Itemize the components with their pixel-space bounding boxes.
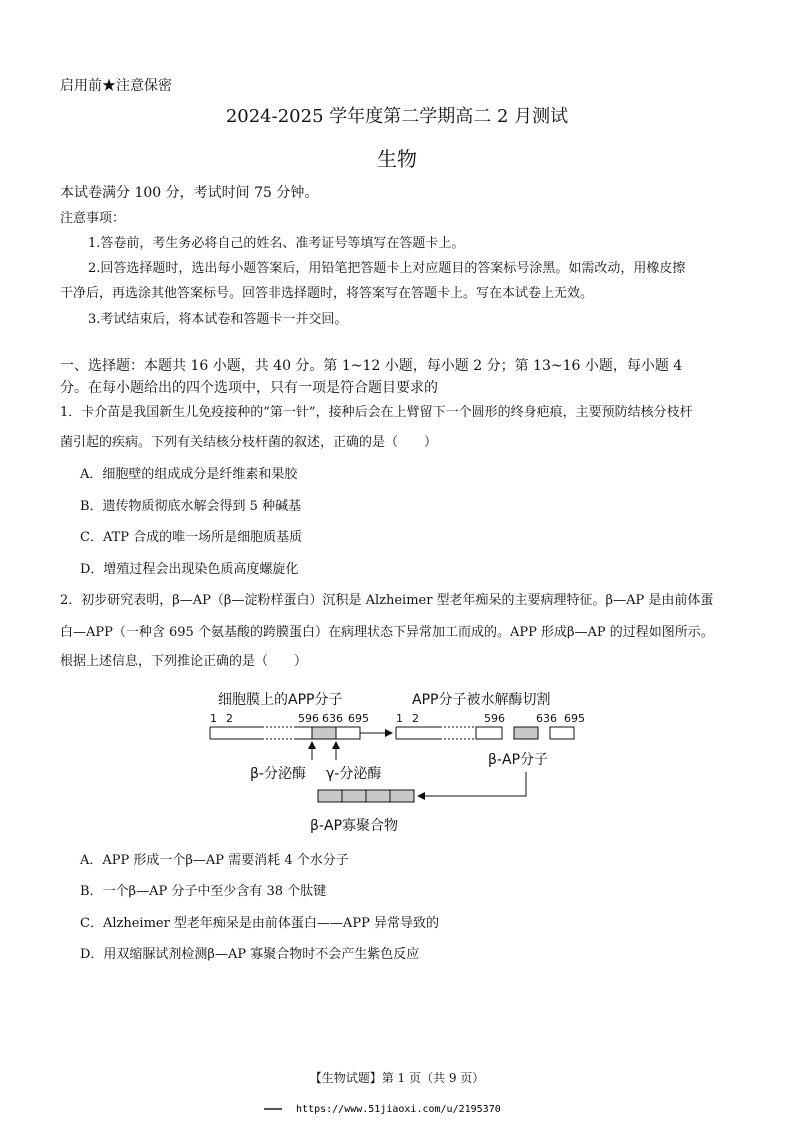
right-fragment-n xyxy=(396,727,502,739)
q1-option-a: A．细胞壁的组成成分是纤维素和果胶 xyxy=(80,467,298,482)
app-cleavage-diagram xyxy=(200,682,600,838)
section-heading-line1: 一、选择题：本题共 16 小题，共 40 分。第 1~12 小题，每小题 2 分；第 13~16 小题，每小题 4 xyxy=(60,358,683,374)
q2-stem-line3: 根据上述信息，下列推论正确的是（ ） xyxy=(60,654,308,669)
beta-ap-molecule-label: β-AP分子 xyxy=(488,752,549,768)
right-num-1: 1 xyxy=(396,712,403,725)
note-3: 3.考试结束后，将本试卷和答题卡一并交回。 xyxy=(88,312,348,327)
right-fragment-c xyxy=(550,727,574,739)
right-num-2: 2 xyxy=(412,712,419,725)
right-num-636: 636 xyxy=(536,712,557,725)
confidential-label: 启用前★注意保密 xyxy=(60,78,172,94)
right-num-596: 596 xyxy=(484,712,505,725)
q2-option-d: D．用双缩脲试剂检测β—AP 寡聚合物时不会产生紫色反应 xyxy=(80,947,420,962)
exam-title: 2024-2025 学年度第二学期高二 2 月测试 xyxy=(225,106,569,127)
score-info: 本试卷满分 100 分，考试时间 75 分钟。 xyxy=(60,185,319,201)
q1-option-c: C．ATP 合成的唯一场所是细胞质基质 xyxy=(80,530,303,545)
subject-title: 生物 xyxy=(377,147,417,171)
beta-enzyme-label: β-分泌酶 xyxy=(250,766,306,782)
q1-option-d: D．增殖过程会出现染色质高度螺旋化 xyxy=(80,562,299,577)
footer-url[interactable]: https://www.51jiaoxi.com/u/2195370 xyxy=(296,1104,501,1115)
left-diagram-title: 细胞膜上的APP分子 xyxy=(218,692,343,708)
left-num-695: 695 xyxy=(348,712,369,725)
left-num-596: 596 xyxy=(298,712,319,725)
q1-option-b: B．遗传物质彻底水解会得到 5 种碱基 xyxy=(80,499,302,514)
gamma-enzyme-label: γ-分泌酶 xyxy=(326,766,382,782)
page-footer: 【生物试题】第 1 页（共 9 页） xyxy=(309,1071,485,1085)
footer-url-row xyxy=(264,1104,501,1115)
q1-stem-line1: 1．卡介苗是我国新生儿免疫接种的“第一针”，接种后会在上臂留下一个圆形的终身疤痕，主要预防结核分枝杆 xyxy=(60,405,693,420)
q2-stem-line2: 白—APP（一种含 695 个氨基酸的跨膜蛋白）在病理状态下异常加工而成的。APP 形成β—AP 的过程如图所示。 xyxy=(60,625,714,640)
right-num-695: 695 xyxy=(564,712,585,725)
right-beta-ap-fragment xyxy=(514,727,538,739)
note-1: 1.答卷前，考生务必将自己的姓名、准考证号等填写在答题卡上。 xyxy=(88,236,465,251)
q2-stem-line1: 2．初步研究表明，β—AP（β—淀粉样蛋白）沉积是 Alzheimer 型老年痴呆的主要病理特征。β—AP 是由前体蛋 xyxy=(60,593,714,608)
section-heading-line2: 分。在每小题给出的四个选项中，只有一项是符合题目要求的 xyxy=(60,380,438,396)
q2-option-b: B．一个β—AP 分子中至少含有 38 个肽键 xyxy=(80,884,327,899)
beta-ap-oligomer xyxy=(318,790,414,802)
q1-stem-line2: 菌引起的疾病。下列有关结核分枝杆菌的叙述，正确的是（ ） xyxy=(60,435,438,450)
note-2: 2.回答选择题时，选出每小题答案后，用铅笔把答题卡上对应题目的答案标号涂黑。如需改动，用橡皮擦 xyxy=(88,261,686,276)
watermark-mark xyxy=(264,1108,282,1110)
notes-heading: 注意事项： xyxy=(60,211,126,226)
oligomer-label: β-AP寡聚合物 xyxy=(310,818,399,834)
left-num-636: 636 xyxy=(322,712,343,725)
right-diagram-title: APP分子被水解酶切割 xyxy=(412,692,551,708)
left-num-2: 2 xyxy=(226,712,233,725)
q2-option-c: C．Alzheimer 型老年痴呆是由前体蛋白——APP 异常导致的 xyxy=(80,916,439,931)
aggregation-arrow xyxy=(418,772,526,796)
q2-option-a: A．APP 形成一个β—AP 需要消耗 4 个水分子 xyxy=(80,853,349,868)
left-num-1: 1 xyxy=(210,712,217,725)
note-2-cont: 干净后，再选涂其他答案标号。回答非选择题时，将答案写在答题卡上。写在本试卷上无效。 xyxy=(60,286,594,301)
left-app-bar xyxy=(210,727,360,739)
